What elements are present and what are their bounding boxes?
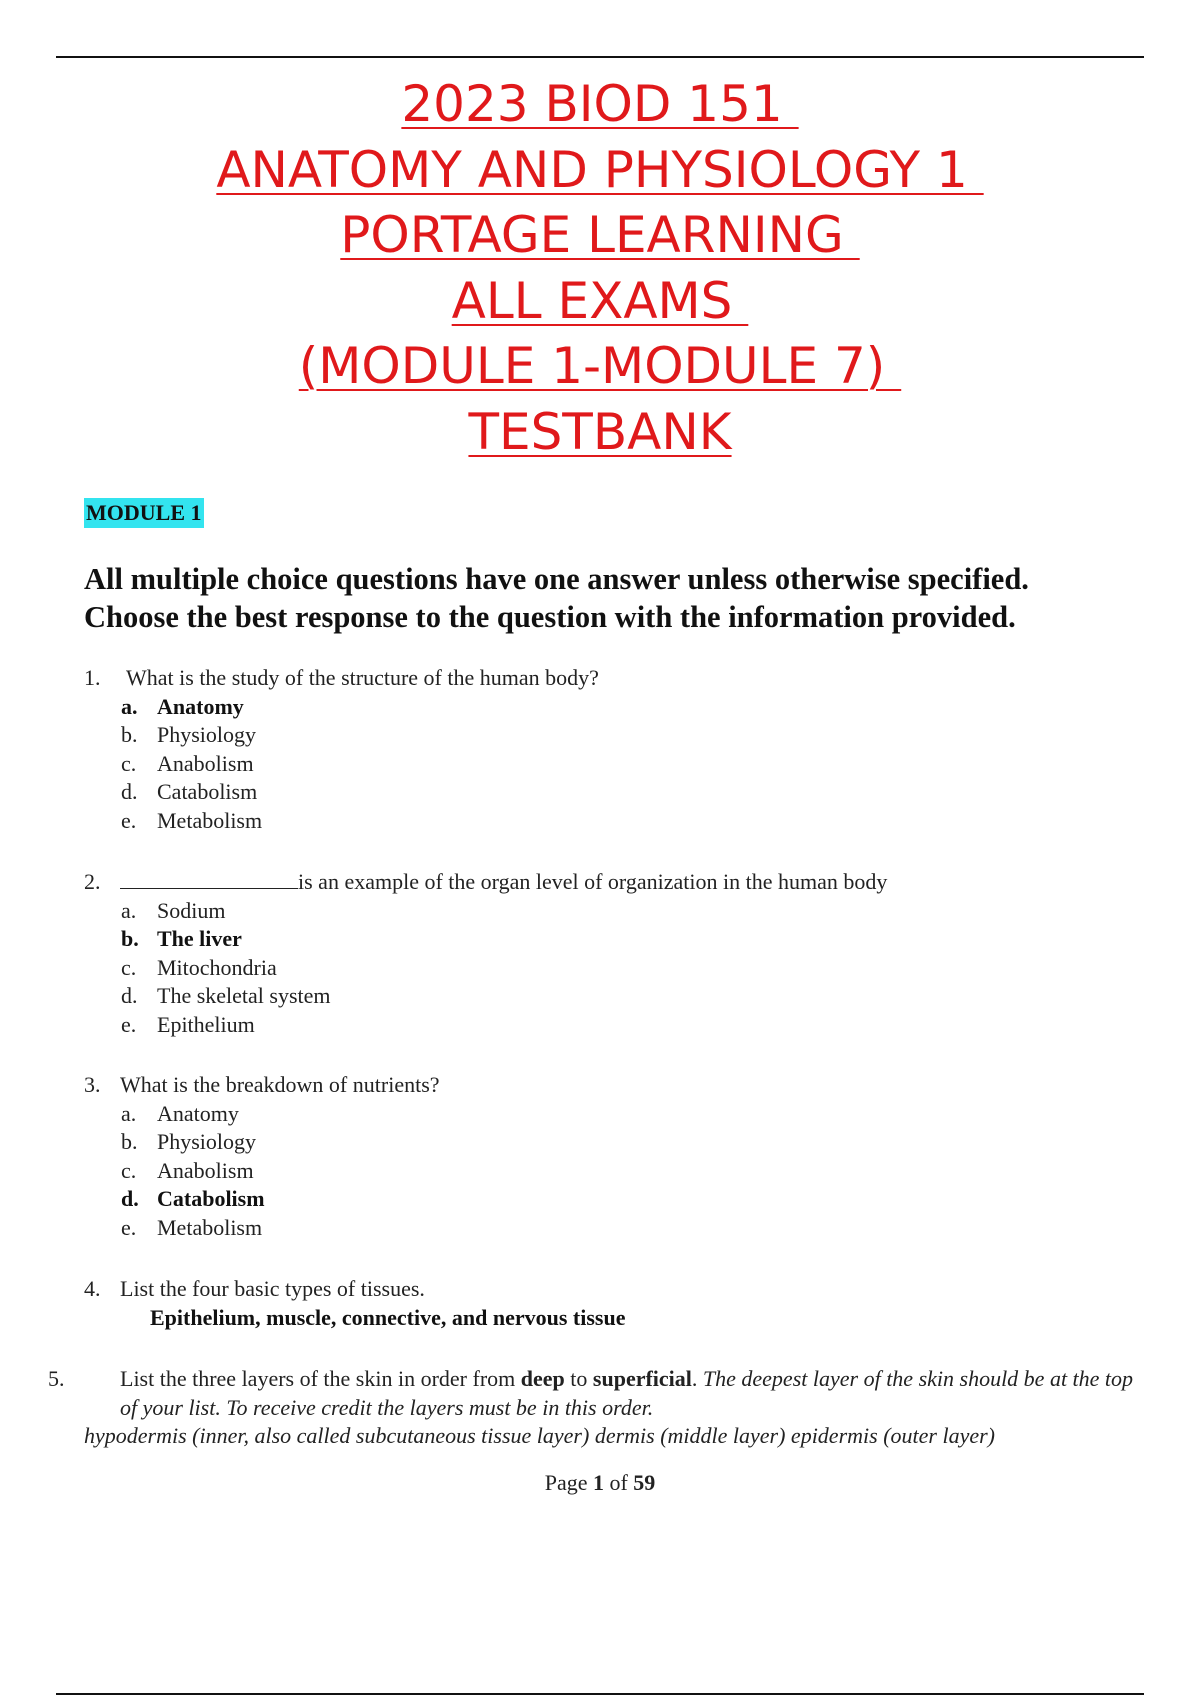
question-5 <box>48 1365 1144 1451</box>
page-total: 59 <box>633 1470 656 1495</box>
option-d: d. Catabolism <box>121 1186 265 1211</box>
answer-text: hypodermis (inner, also called subcutaneous tissue layer) dermis (middle layer) epidermis (outer layer) <box>84 1423 995 1448</box>
option-b: b. The liver <box>121 926 242 951</box>
question-number: 3. <box>84 1072 101 1097</box>
question-number: 1. <box>84 665 101 690</box>
instructions-line-1: All multiple choice questions have one answer unless otherwise specified. <box>84 562 1029 596</box>
question-text-connector: to <box>564 1366 593 1391</box>
bottom-rule <box>56 1693 1144 1695</box>
title-line-5: (MODULE 1-MODULE 7) <box>298 337 902 395</box>
emphasis-superficial: superficial <box>592 1366 692 1391</box>
option-d: d. The skeletal system <box>121 983 331 1008</box>
question-stem <box>84 1275 1144 1304</box>
page-footer <box>0 1470 1200 1496</box>
instructions <box>84 560 1144 636</box>
question-text: What is the breakdown of nutrients? <box>120 1072 440 1097</box>
question-stem <box>48 1365 1144 1422</box>
question-text: List the three layers of the skin in order from <box>120 1366 521 1391</box>
answer-text: Epithelium, muscle, connective, and nervous tissue <box>150 1304 626 1330</box>
module-label: MODULE 1 <box>84 498 204 528</box>
question-3 <box>84 1071 1144 1242</box>
page-current: 1 <box>592 1470 604 1495</box>
title-line-6: TESTBANK <box>468 402 732 461</box>
option-c: c. Mitochondria <box>121 954 277 980</box>
option-d: d. Catabolism <box>121 779 258 804</box>
options-list <box>84 1100 1144 1243</box>
option-a: a. Sodium <box>121 897 226 923</box>
question-text: is an example of the organ level of organization in the human body <box>298 869 888 894</box>
question-1 <box>84 664 1144 835</box>
option-b: b. Physiology <box>121 1129 257 1154</box>
option-e: e. Metabolism <box>121 1214 263 1240</box>
top-rule <box>56 56 1144 58</box>
fill-in-blank <box>120 868 298 889</box>
title-line-2: ANATOMY AND PHYSIOLOGY 1 <box>216 140 984 199</box>
instructions-line-2: Choose the best response to the question with the information provided. <box>84 600 1016 634</box>
question-number: 5. <box>48 1366 65 1391</box>
question-number: 2. <box>84 869 101 894</box>
option-e: e. Metabolism <box>121 807 263 833</box>
emphasis-deep: deep <box>520 1366 565 1391</box>
question-text: List the four basic types of tissues. <box>120 1276 425 1301</box>
page-word: Page <box>544 1470 588 1495</box>
option-e: e. Epithelium <box>121 1011 255 1037</box>
question-stem <box>84 1071 1144 1100</box>
question-instruction: The deepest layer of the skin should be at the top of your list. To receive credit the layers must be in this order. <box>120 1366 1134 1420</box>
question-4 <box>84 1275 1144 1332</box>
question-stem <box>84 868 1144 897</box>
of-word: of <box>609 1470 628 1495</box>
option-c: c. Anabolism <box>121 1157 254 1183</box>
options-list <box>84 897 1144 1040</box>
option-a: a. Anatomy <box>121 693 244 719</box>
option-b: b. Physiology <box>121 722 257 747</box>
option-c: c. Anabolism <box>121 750 254 776</box>
question-number: 4. <box>84 1276 101 1301</box>
title-line-1: 2023 BIOD 151 <box>401 75 799 133</box>
question-text-period: . <box>691 1366 703 1391</box>
question-text: What is the study of the structure of the human body? <box>126 665 599 690</box>
title-line-4: ALL EXAMS <box>451 271 749 330</box>
document-title <box>0 72 1200 465</box>
title-line-3: PORTAGE LEARNING <box>340 206 860 264</box>
options-list <box>84 693 1144 836</box>
question-stem <box>84 664 1144 693</box>
question-2 <box>84 868 1144 1039</box>
option-a: a. Anatomy <box>121 1100 239 1126</box>
